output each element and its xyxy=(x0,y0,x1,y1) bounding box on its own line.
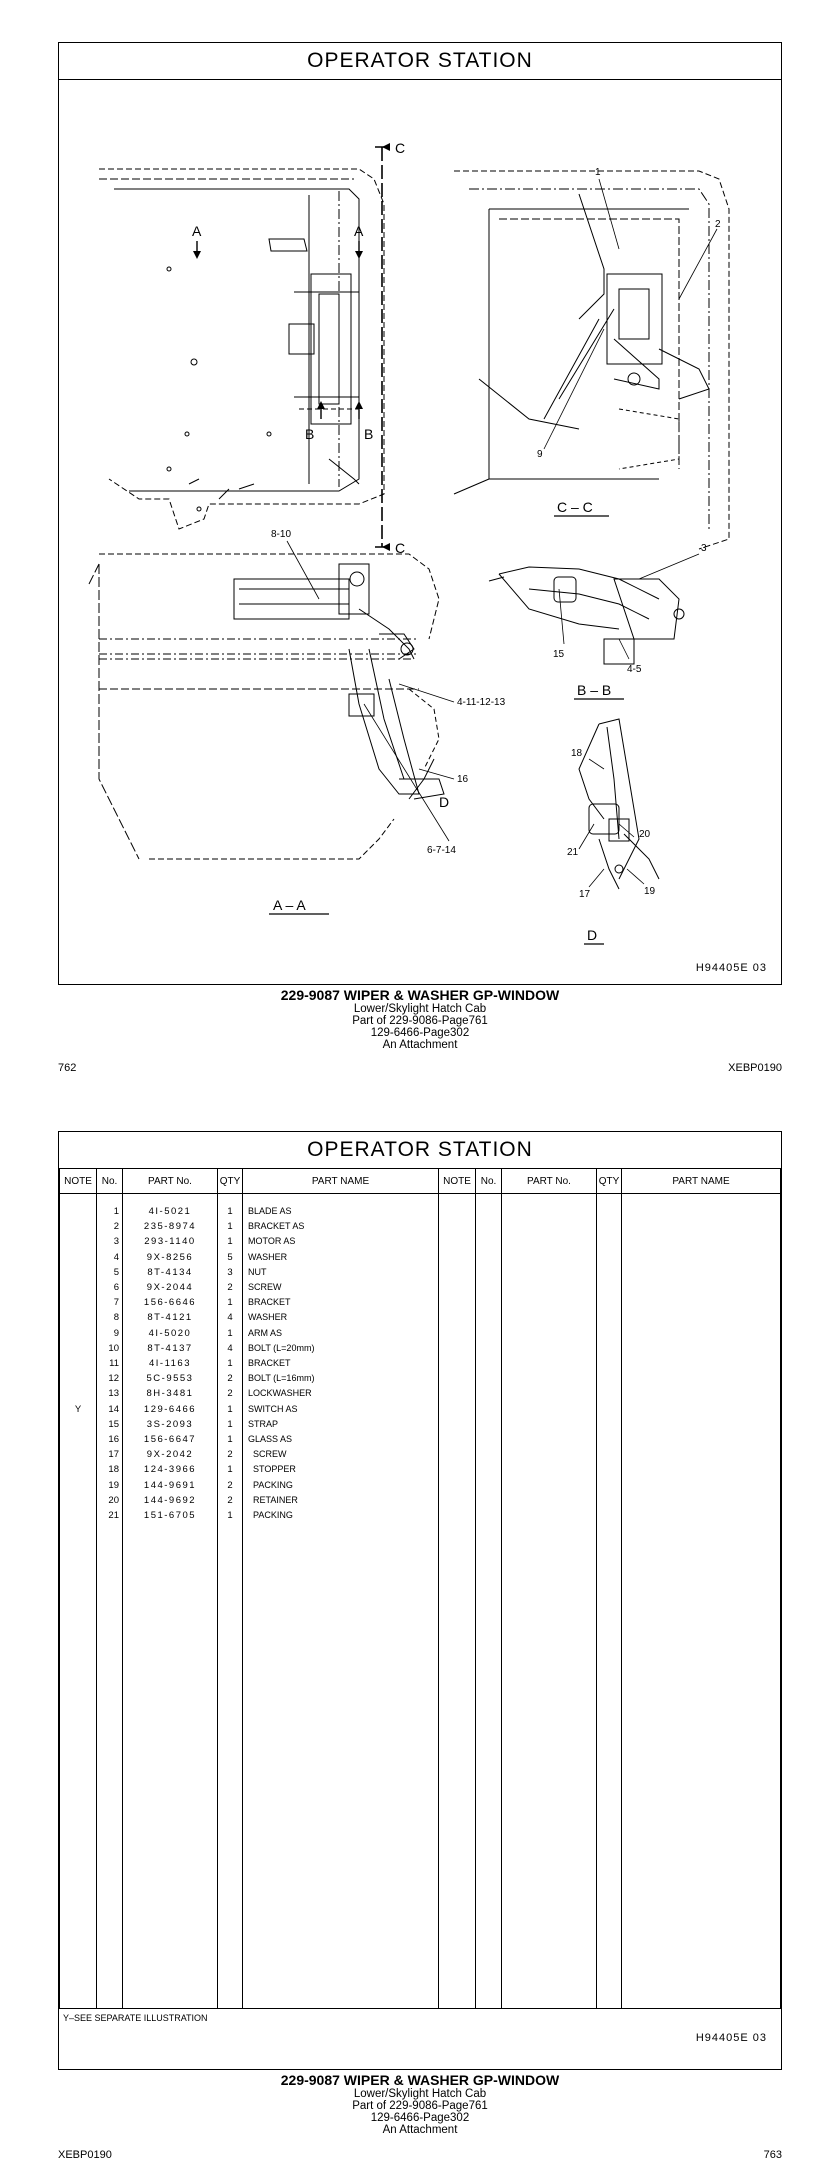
section-title: OPERATOR STATION xyxy=(59,1132,781,1169)
row-note xyxy=(60,1478,96,1493)
section-title: OPERATOR STATION xyxy=(59,43,781,80)
row-part-name: NUT xyxy=(248,1266,267,1277)
row-number: 4 xyxy=(113,1251,119,1263)
quantity-column xyxy=(218,1194,242,1523)
row-part-name: WASHER xyxy=(248,1251,288,1262)
row-note xyxy=(60,1250,96,1265)
callout-21: 21 xyxy=(567,847,579,858)
row-part-name: SCREW xyxy=(248,1449,287,1460)
row-part-number: 293-1140 xyxy=(144,1236,196,1248)
row-note xyxy=(60,1219,96,1234)
row-quantity: 1 xyxy=(227,1297,233,1309)
view-label-d: D xyxy=(587,927,598,943)
drawing-reference: H94405E 03 xyxy=(695,2032,767,2044)
row-part-number: 156-6647 xyxy=(143,1434,197,1446)
row-part-name: BRACKET xyxy=(248,1297,291,1308)
row-quantity: 2 xyxy=(227,1449,233,1461)
section-mark-d: D xyxy=(439,794,450,810)
caption-line-2: Part of 229-9086-Page761 xyxy=(352,1014,488,1027)
row-quantity: 1 xyxy=(227,1464,233,1476)
row-number: 9 xyxy=(113,1327,119,1339)
row-note: Y xyxy=(74,1403,82,1415)
section-mark-c-top: C xyxy=(395,140,406,156)
caption-title: 229-9087 WIPER & WASHER GP-WINDOW xyxy=(280,2072,560,2088)
row-note xyxy=(60,1295,96,1310)
row-part-number: 4I-1163 xyxy=(148,1358,191,1370)
row-part-number: 9X-2042 xyxy=(146,1449,194,1461)
row-part-name: PACKING xyxy=(248,1479,293,1490)
row-number: 5 xyxy=(113,1266,119,1278)
row-note xyxy=(60,1417,96,1432)
row-part-name: BRACKET AS xyxy=(248,1221,305,1232)
callout-9: 9 xyxy=(537,449,543,460)
number-column xyxy=(97,1194,122,1523)
row-part-number: 8T-4134 xyxy=(147,1266,193,1278)
row-note xyxy=(60,1386,96,1401)
row-note xyxy=(60,1432,96,1447)
row-part-number: 156-6646 xyxy=(143,1297,197,1309)
row-part-number: 8H-3481 xyxy=(146,1388,194,1400)
header-part-no-2: PART No. xyxy=(502,1169,597,1194)
row-number: 10 xyxy=(108,1342,119,1354)
drawing-reference: H94405E 03 xyxy=(695,962,767,974)
part-number-column xyxy=(123,1194,217,1523)
row-note xyxy=(60,1462,96,1477)
caption-line-3: 129-6466-Page302 xyxy=(370,2111,470,2124)
row-part-name: BLADE AS xyxy=(248,1206,292,1216)
header-part-no: PART No. xyxy=(123,1169,218,1194)
row-part-name: STOPPER xyxy=(248,1464,296,1475)
section-mark-b-left: B xyxy=(305,426,315,442)
row-number: 8 xyxy=(113,1312,119,1324)
row-part-number: 4I-5020 xyxy=(148,1327,192,1339)
table-body-row xyxy=(60,1194,781,2009)
callout-17: 17 xyxy=(579,889,591,900)
row-note xyxy=(60,1341,96,1356)
row-part-number: 9X-2044 xyxy=(146,1282,194,1294)
row-number: 19 xyxy=(108,1479,119,1491)
row-note xyxy=(60,1265,96,1280)
row-note xyxy=(60,1310,96,1325)
caption-title: 229-9087 WIPER & WASHER GP-WINDOW xyxy=(280,987,560,1003)
part-name-column xyxy=(243,1194,438,1523)
row-part-number: 144-9691 xyxy=(143,1479,197,1491)
callout-20: 20 xyxy=(639,829,651,840)
caption-line-3: 129-6466-Page302 xyxy=(370,1026,470,1039)
row-part-name: ARM AS xyxy=(248,1327,283,1338)
page-number-left: XEBP0190 xyxy=(58,2149,112,2161)
note-column xyxy=(60,1194,96,1523)
callout-4-5: 4-5 xyxy=(627,664,642,675)
table-legend: Y–SEE SEPARATE ILLUSTRATION xyxy=(59,2008,781,2027)
row-quantity: 1 xyxy=(227,1418,233,1430)
row-number: 13 xyxy=(108,1388,119,1400)
row-quantity: 1 xyxy=(227,1206,233,1217)
row-part-number: 8T-4121 xyxy=(147,1312,193,1324)
section-mark-b-right: B xyxy=(364,426,374,442)
view-label-aa: A – A xyxy=(273,897,306,913)
section-cc-view xyxy=(454,171,729,549)
header-qty-2: QTY xyxy=(597,1169,622,1194)
row-part-number: 235-8974 xyxy=(143,1221,197,1233)
row-note xyxy=(60,1447,96,1462)
parts-list-frame xyxy=(58,1131,782,2070)
caption-line-4: An Attachment xyxy=(382,2123,458,2136)
section-mark-c-bottom: C xyxy=(395,540,406,556)
page-number-right: 763 xyxy=(763,2149,782,2161)
row-number: 16 xyxy=(108,1434,119,1446)
header-no-2: No. xyxy=(476,1169,502,1194)
row-part-name: GLASS AS xyxy=(248,1434,293,1445)
header-note-2: NOTE xyxy=(439,1169,476,1194)
caption-line-1: Lower/Skylight Hatch Cab xyxy=(353,1002,487,1015)
row-part-number: 129-6466 xyxy=(143,1403,197,1415)
page-number-right: XEBP0190 xyxy=(728,1062,782,1074)
main-cab-view xyxy=(99,147,389,547)
row-quantity: 4 xyxy=(227,1342,233,1354)
header-part-name-2: PART NAME xyxy=(622,1169,781,1194)
row-quantity: 2 xyxy=(227,1282,233,1294)
view-label-bb: B – B xyxy=(577,682,612,698)
row-part-name: LOCKWASHER xyxy=(248,1388,312,1399)
row-quantity: 1 xyxy=(227,1221,233,1233)
parts-table xyxy=(59,1168,781,2008)
caption-line-2: Part of 229-9086-Page761 xyxy=(352,2099,488,2112)
row-quantity: 4 xyxy=(227,1312,233,1324)
row-number: 11 xyxy=(109,1358,119,1370)
row-note xyxy=(60,1326,96,1341)
row-part-name: SWITCH AS xyxy=(248,1403,298,1414)
row-part-number: 3S-2093 xyxy=(146,1418,194,1430)
table-header-row xyxy=(60,1169,781,1194)
section-mark-a-right: A xyxy=(354,223,364,239)
row-number: 21 xyxy=(108,1510,119,1522)
row-note xyxy=(60,1508,96,1523)
row-note xyxy=(60,1280,96,1295)
row-note xyxy=(60,1204,96,1219)
row-quantity: 1 xyxy=(227,1434,233,1446)
section-bb-view xyxy=(489,567,684,664)
row-quantity: 5 xyxy=(227,1251,233,1263)
row-quantity: 2 xyxy=(227,1373,233,1385)
section-d-view xyxy=(579,719,659,889)
callout-2: 2 xyxy=(715,219,721,230)
header-qty: QTY xyxy=(218,1169,243,1194)
row-quantity: 2 xyxy=(227,1494,233,1506)
row-number: 14 xyxy=(108,1403,119,1415)
row-note xyxy=(60,1234,96,1249)
row-part-name: SCREW xyxy=(248,1282,282,1293)
view-label-cc: C – C xyxy=(557,499,593,515)
header-note: NOTE xyxy=(60,1169,97,1194)
row-part-name: MOTOR AS xyxy=(248,1236,296,1247)
row-quantity: 2 xyxy=(227,1479,233,1491)
row-number: 3 xyxy=(113,1236,119,1248)
callout-3: 3 xyxy=(701,543,707,554)
row-quantity: 1 xyxy=(227,1403,233,1415)
row-part-name: BOLT (L=16mm) xyxy=(248,1373,315,1384)
callout-6-7-14: 6-7-14 xyxy=(427,845,456,856)
row-part-number: 8T-4137 xyxy=(147,1342,193,1354)
row-part-name: BOLT (L=20mm) xyxy=(248,1342,315,1353)
callout-16: 16 xyxy=(457,774,469,785)
row-quantity: 1 xyxy=(227,1510,233,1522)
row-number: 18 xyxy=(108,1464,119,1476)
row-number: 20 xyxy=(108,1494,119,1506)
figure-caption xyxy=(0,2073,840,2136)
row-part-number: 5C-9553 xyxy=(146,1373,194,1385)
row-note xyxy=(60,1371,96,1386)
callout-18: 18 xyxy=(571,748,583,759)
row-number: 7 xyxy=(113,1297,119,1309)
callout-19: 19 xyxy=(644,886,656,897)
row-quantity: 1 xyxy=(227,1327,233,1339)
row-part-name: WASHER xyxy=(248,1312,288,1323)
row-part-number: 144-9692 xyxy=(143,1494,197,1506)
callout-4-11-12-13: 4-11-12-13 xyxy=(457,697,506,708)
row-part-name: BRACKET xyxy=(248,1358,291,1369)
row-number: 1 xyxy=(113,1206,119,1217)
exploded-parts-diagram xyxy=(59,79,780,959)
header-no: No. xyxy=(97,1169,123,1194)
row-note xyxy=(60,1356,96,1371)
row-note xyxy=(60,1493,96,1508)
row-part-name: RETAINER xyxy=(248,1494,298,1505)
row-part-number: 151-6705 xyxy=(143,1510,197,1522)
parts-list-page xyxy=(0,1089,840,2178)
row-number: 2 xyxy=(113,1221,119,1233)
row-number: 15 xyxy=(108,1418,119,1430)
row-part-name: STRAP xyxy=(248,1418,279,1429)
illustration-frame xyxy=(58,42,782,985)
row-quantity: 1 xyxy=(227,1358,233,1370)
caption-line-1: Lower/Skylight Hatch Cab xyxy=(353,2087,487,2100)
row-quantity: 3 xyxy=(227,1266,233,1278)
row-number: 6 xyxy=(113,1282,119,1294)
row-part-number: 9X-8256 xyxy=(146,1251,194,1263)
row-number: 12 xyxy=(108,1373,119,1385)
header-part-name: PART NAME xyxy=(243,1169,439,1194)
callout-1: 1 xyxy=(595,167,601,178)
page-number-left: 762 xyxy=(58,1062,77,1074)
row-part-name: PACKING xyxy=(248,1510,293,1521)
section-aa-view xyxy=(89,554,444,859)
callout-15: 15 xyxy=(553,649,565,660)
row-part-number: 124-3966 xyxy=(143,1464,197,1476)
row-number: 17 xyxy=(108,1449,119,1461)
row-part-number: 4I-5021 xyxy=(148,1206,192,1217)
row-quantity: 1 xyxy=(227,1236,233,1248)
row-quantity: 2 xyxy=(227,1388,233,1400)
figure-caption xyxy=(0,988,840,1051)
callout-8-10: 8-10 xyxy=(271,529,292,540)
section-mark-a-left: A xyxy=(192,223,202,239)
caption-line-4: An Attachment xyxy=(382,1038,458,1051)
